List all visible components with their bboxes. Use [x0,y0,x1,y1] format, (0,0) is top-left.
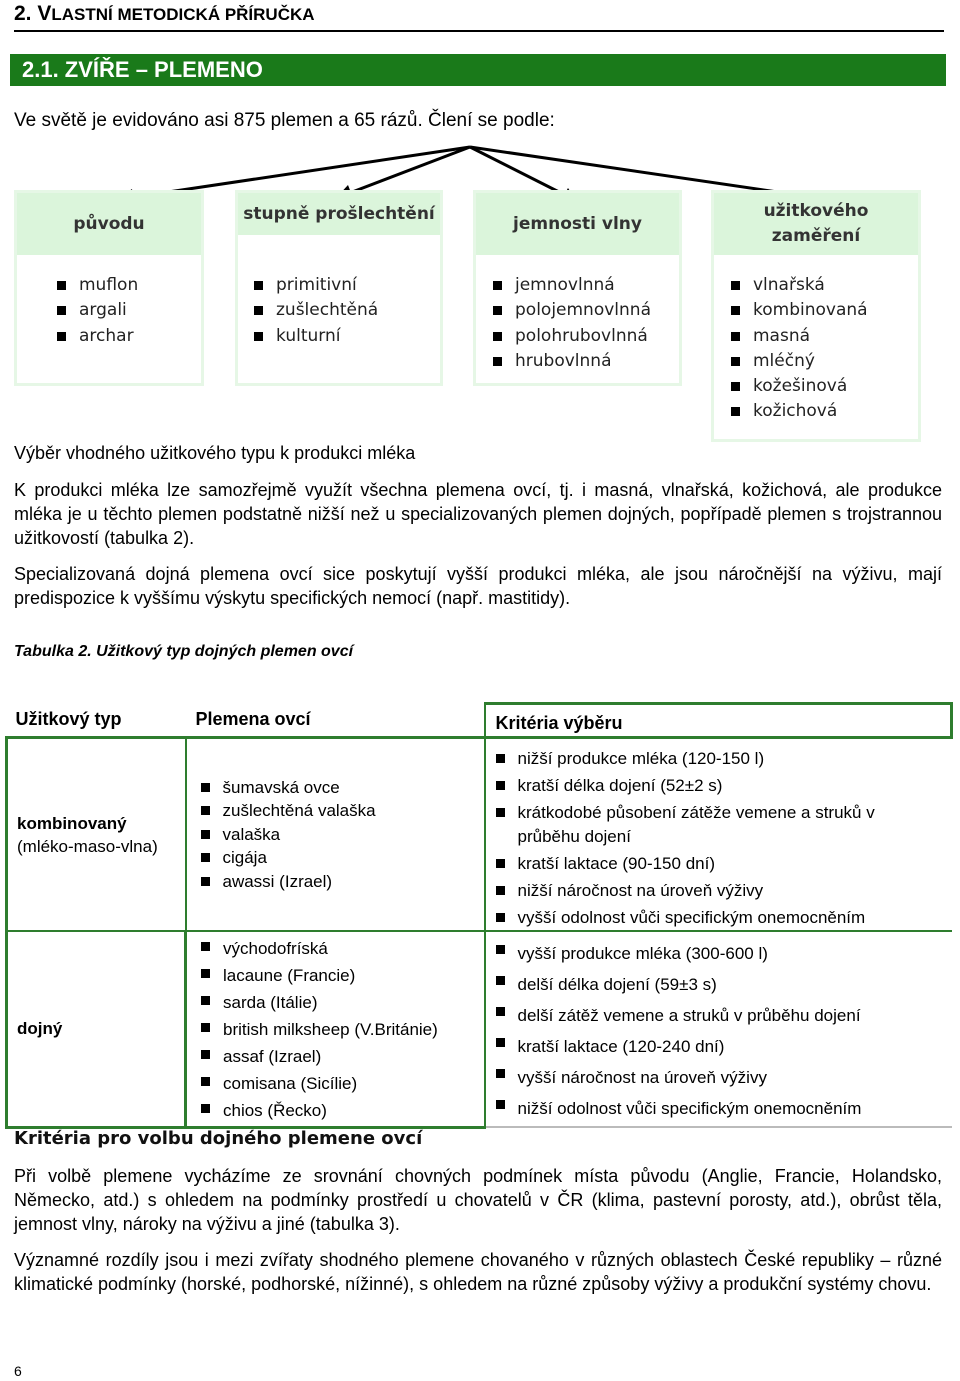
table-header-cell: Kritéria výběru [485,704,952,738]
criteria-cell [485,931,952,1127]
paragraph-2: Specializovaná dojná plemena ovcí sice poskytují vyšší produkci mléka, ale jsou náročnější na výživu, mají predispozice k vyššímu výskytu specifických nemocí (např. mastitidy). [14,564,942,608]
criteria-list [492,747,952,930]
criteria-list [492,938,952,1124]
breed-list [197,776,484,894]
list-item: primitivní [254,273,378,298]
list-item: nižší náročnost na úroveň výživy [492,879,952,903]
category-box-breeding [235,190,443,386]
list-item: delší délka dojení (59±3 s) [492,969,952,1000]
list-item: vyšší produkce mléka (300-600 l) [492,938,952,969]
category-title-wool [476,193,679,255]
list-item: kratší délka dojení (52±2 s) [492,774,952,798]
list-item: british milksheep (V.Británie) [197,1016,484,1043]
list-item: hrubovlnná [493,349,651,374]
list-item: valaška [197,823,484,847]
type-cell [7,738,186,932]
page-number: 6 [14,1363,22,1379]
list-item: sarda (Itálie) [197,989,484,1016]
table-row [7,738,952,932]
category-title-origin: původu [17,193,201,255]
category-list-wool [493,273,651,374]
table-header-cell: Užitkový typ [7,704,186,738]
list-item: muflon [57,273,138,298]
type-subtitle: (mléko-maso-vlna) [17,836,158,856]
list-item: archar [57,324,138,349]
list-item: cigája [197,846,484,870]
list-item: zušlechtěná [254,298,378,323]
criteria-cell [485,738,952,932]
list-item: krátkodobé působení zátěže vemene a struků v průběhu dojení [492,801,952,849]
list-item: chios (Řecko) [197,1097,484,1124]
table-header-cell: Plemena ovcí [186,704,485,738]
heading-rule [14,30,944,32]
breeds-cell [186,931,485,1127]
list-item: mléčný [731,349,868,374]
list-item: polojemnovlnná [493,298,651,323]
list-item: zušlechtěná valaška [197,799,484,823]
category-box-utility [711,190,921,442]
list-item: comisana (Sicílie) [197,1070,484,1097]
category-box-origin [14,190,204,386]
section-2-title: Kritéria pro volbu dojného plemene ovcí [14,1128,423,1149]
table-caption: Tabulka 2. Užitkový typ dojných plemen ovcí [14,643,354,660]
list-item: šumavská ovce [197,776,484,800]
type-name: dojný [17,1018,63,1038]
category-list-origin [57,273,138,349]
list-item: lacaune (Francie) [197,962,484,989]
category-list-utility [731,273,868,425]
breeds-cell [186,738,485,932]
list-item: kulturní [254,324,378,349]
list-item: nižší odolnost vůči specifickým onemocněním [492,1093,952,1124]
type-name: kombinovaný [17,813,127,833]
section-title: 2.1. ZVÍŘE – PLEMENO [22,57,263,82]
breed-list [197,935,484,1124]
chapter-heading [14,2,315,26]
list-item: vyšší náročnost na úroveň výživy [492,1062,952,1093]
paragraph-3: Při volbě plemene vycházíme ze srovnání chovných podmínek místa původu (Anglie, Francie, Holandsko, Německo, atd.) s ohledem na podmínky prostředí u chovatelů v ČR (klima, pastevní porosty, atd.), obrůst těla, jemnost vlny, nároky na výživu a jiné (tabulka 3). [14,1166,942,1234]
table-header-row [7,704,952,738]
list-item: masná [731,324,868,349]
list-item: kratší laktace (90-150 dní) [492,852,952,876]
list-item: argali [57,298,138,323]
table-2 [5,702,953,1129]
category-title-breeding: stupně prošlechtění [238,193,440,235]
list-item: assaf (Izrael) [197,1043,484,1070]
chapter-heading-rest: LASTNÍ METODICKÁ PŘÍRUČKA [51,5,315,24]
category-title-utility: užitkového zaměření [714,193,918,255]
list-item: kožešinová [731,374,868,399]
list-item: awassi (Izrael) [197,870,484,894]
paragraph-1: K produkci mléka lze samozřejmě využít všechna plemena ovcí, tj. i masná, vlnařská, kožichová, ale produkce mléka je u těchto plemen podstatně nižší než u specializovaných plemen dojných, popřípadě plemen s trojstrannou užitkovostí (tabulka 2). [14,480,942,548]
section-banner [10,54,946,86]
type-cell [7,931,186,1127]
category-list-breeding [254,273,378,349]
list-item: východofríská [197,935,484,962]
list-item: kratší laktace (120-240 dní) [492,1031,952,1062]
subheading: Výběr vhodného užitkového typu k produkci mléka [14,443,416,463]
category-box-wool [473,190,682,386]
list-item: vyšší odolnost vůči specifickým onemocněním [492,906,952,930]
list-item: polohrubovlnná [493,324,651,349]
list-item: kombinovaná [731,298,868,323]
list-item: kožichová [731,399,868,424]
list-item: jemnovlnná [493,273,651,298]
paragraph-4: Významné rozdíly jsou i mezi zvířaty shodného plemene chovaného v různých oblastech České republiky – různé klimatické podmínky (horské, podhorské, nížinné), s ohledem na různé způsoby výživy a produkční systémy chovu. [14,1250,942,1294]
table-row [7,931,952,1127]
chapter-heading-num: 2. V [14,2,52,25]
category-title-wool-text: jemnosti vlny [513,214,642,234]
arrow-line-2 [347,147,470,194]
list-item: delší zátěž vemene a struků v průběhu dojení [492,1000,952,1031]
list-item: nižší produkce mléka (120-150 l) [492,747,952,771]
list-item: vlnařská [731,273,868,298]
intro-text: Ve světě je evidováno asi 875 plemen a 65 rázů. Člení se podle: [14,110,555,131]
